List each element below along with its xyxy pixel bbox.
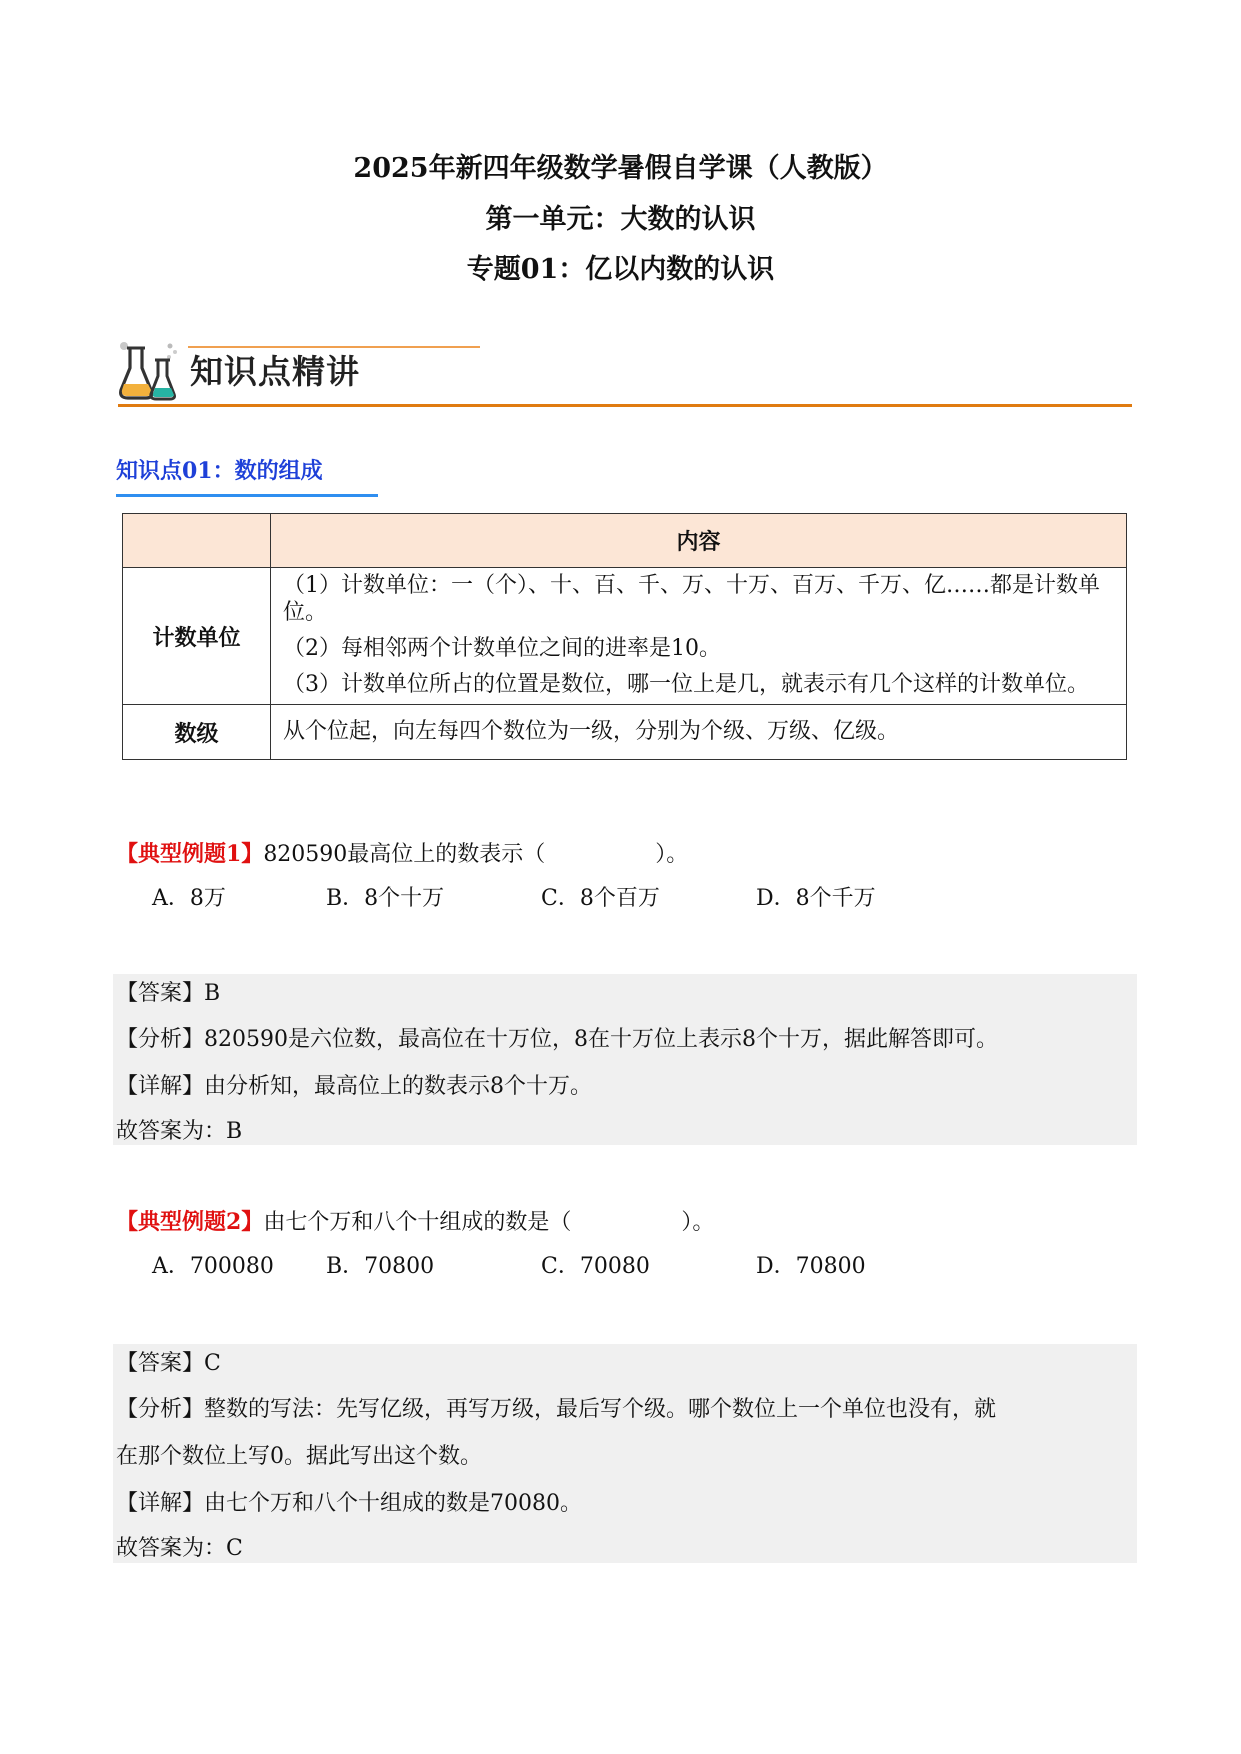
row-content-number-level: 从个位起，向左每四个数位为一级，分别为个级、万级、亿级。 [271,705,1127,760]
option-a: A．8万 [152,886,226,911]
conclusion-line: 故答案为：B [116,1119,243,1144]
row-label-counting-unit: 计数单位 [123,568,271,705]
analysis-line: 【分析】整数的写法：先写亿级，再写万级，最后写个级。哪个数位上一个单位也没有，就 [116,1397,997,1422]
row-label-number-level: 数级 [123,705,271,760]
example-tag: 【典型例题2】 [116,1209,264,1235]
section-divider [118,404,1132,407]
table-header-content: 内容 [271,514,1127,568]
knowledge-point-heading: 知识点01：数的组成 [116,458,323,484]
analysis-line: 在那个数位上写0。据此写出这个数。 [116,1444,482,1469]
content-item: （1）计数单位：一（个）、十、百、千、万、十万、百万、千万、亿……都是计数单位。 [283,573,1100,625]
detail-line: 【详解】由七个万和八个十组成的数是70080。 [116,1491,582,1516]
table-header-empty [123,514,271,568]
option-c: C．70080 [541,1254,650,1279]
answer-line: 【答案】B [116,981,221,1006]
option-b: B．8个十万 [326,886,445,911]
section-title: 知识点精讲 [190,352,360,391]
analysis-line: 【分析】820590是六位数，最高位在十万位，8在十万位上表示8个十万，据此解答即可。 [116,1027,998,1052]
option-d: D．70800 [756,1254,866,1279]
example-1-answer-box [113,974,1137,1145]
knowledge-point-underline [116,494,378,497]
content-item: （3）计数单位所占的位置是数位，哪一位上是几，就表示有几个这样的计数单位。 [283,672,1089,697]
answer-line: 【答案】C [116,1351,221,1376]
document-title: 2025年新四年级数学暑假自学课（人教版） [353,153,888,184]
topic-title: 专题01：亿以内数的认识 [466,254,775,285]
question-text: 由七个万和八个十组成的数是（ ）。 [263,1210,715,1235]
option-c: C．8个百万 [541,886,660,911]
section-banner [118,338,1132,406]
example-1-question [116,839,688,870]
table-header-row [123,514,1127,568]
content-item: （2）每相邻两个计数单位之间的进率是10。 [283,636,721,661]
table-row [123,705,1127,760]
lab-flask-icon [118,338,178,402]
example-2-question [116,1207,714,1238]
question-text: 820590最高位上的数表示（ ）。 [263,842,689,867]
table-row [123,568,1127,705]
option-b: B．70800 [326,1254,435,1279]
detail-line: 【详解】由分析知，最高位上的数表示8个十万。 [116,1074,592,1099]
knowledge-table [122,513,1127,760]
option-a: A．700080 [152,1254,274,1279]
conclusion-line: 故答案为：C [116,1536,243,1561]
unit-title: 第一单元：大数的认识 [485,204,756,235]
example-tag: 【典型例题1】 [116,841,264,867]
row-content-counting-unit [271,568,1127,705]
banner-top-line [188,346,480,348]
option-d: D．8个千万 [756,886,876,911]
example-2-answer-box [113,1344,1137,1563]
